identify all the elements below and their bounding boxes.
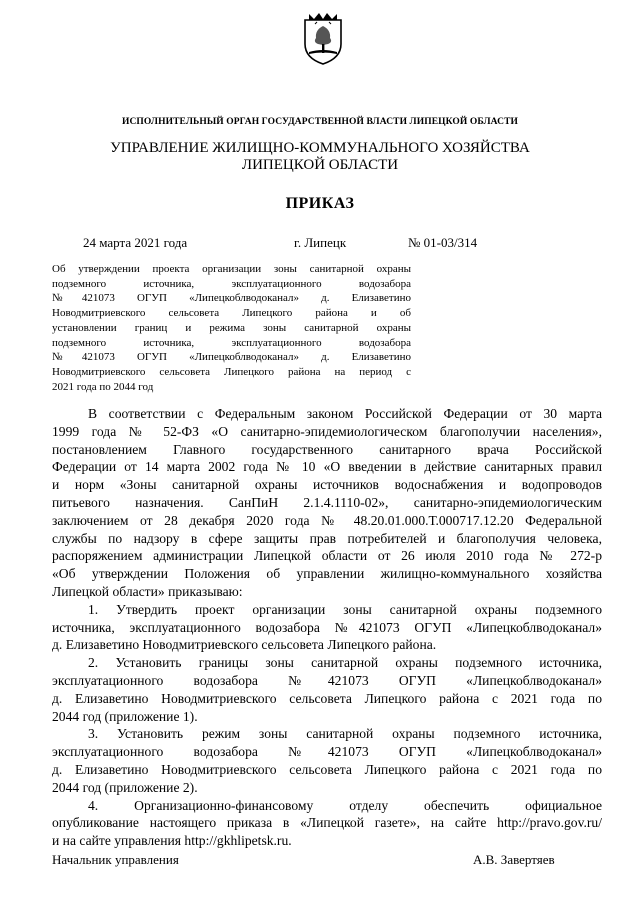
order-number: № 01-03/314 [408,235,478,250]
body-line: 2044 год (приложение 2). [52,779,198,795]
body-line: заключением от 28 декабря 2020 года № 48.20.01.000.Т.000717.12.20 Федеральной [52,512,602,528]
body-line: «Об утверждении Положения об управлении жилищно-коммунального хозяйства [52,566,602,582]
body-line: постановлением Главного государственного санитарного врача Российской [52,441,602,457]
order-body [52,405,602,850]
signatory-name: А.В. Завертяев [473,852,555,867]
body-line: д. Елизаветино Новодмитриевского сельсовета Липецкого района с 2021 года по [52,761,602,777]
subject-line: №421073 ОГУП «Липецкоблводоканал» д. Елизаветино [52,351,411,364]
department-name [0,140,640,174]
body-line: 2044 год (приложение 1). [52,708,198,724]
order-item-3 [52,725,602,796]
body-line: опубликование настоящего приказа в «Липецкой газете», на сайте http://pravo.gov.ru/ [52,815,602,831]
body-line: Липецкой области» приказываю: [52,583,243,599]
body-line: 2. Установить границы зоны санитарной охраны подземного источника, [88,655,602,671]
body-line: и норм «Зоны санитарной охраны источников водоснабжения и водопроводов [52,477,602,493]
subject-line: №421073 ОГУП «Липецкоблводоканал» д. Елизаветино [52,292,411,305]
body-line: распоряжением администрации Липецкой области от 26 июля 2010 года № 272-р [52,548,602,564]
body-line: источника, эксплуатационного водозабора №421073 ОГУП «Липецкоблводоканал» [52,619,602,635]
order-item-4 [52,797,602,850]
body-line: и на сайте управления http://gkhlipetsk.ru. [52,833,292,849]
preamble-paragraph [52,405,602,601]
body-line: эксплуатационного водозабора №421073 ОГУП «Липецкоблводоканал» [52,672,602,688]
order-city: г. Липецк [294,235,347,250]
coat-of-arms-icon [301,10,345,66]
order-item-2 [52,654,602,725]
body-line: Федерации от 14 марта 2002 года № 10 «О введении в действие санитарных правил [52,459,602,475]
body-line: службы по надзору в сфере защиты прав потребителей и благополучия человека, [52,530,602,546]
department-name-line: ЛИПЕЦКОЙ ОБЛАСТИ [241,157,399,173]
subject-line: подземного источника, эксплуатационного водозабора [52,277,411,290]
agency-name: ИСПОЛНИТЕЛЬНЫЙ ОРГАН ГОСУДАРСТВЕННОЙ ВЛАСТИ ЛИПЕЦКОЙ ОБЛАСТИ [121,117,519,127]
subject-line: 2021 года по 2044 год [52,380,154,393]
subject-line: установлении границ и режима зоны санитарной охраны [52,321,411,334]
body-line: питьевого назначения. СанПиН 2.1.4.1110-02», санитарно-эпидемиологическим [52,494,602,510]
order-subject [52,262,411,394]
subject-line: Новодмитриевского сельсовета Липецкого района и об [52,307,411,320]
subject-line: подземного источника, эксплуатационного водозабора [52,336,411,349]
body-line: д. Елизаветино Новодмитриевского сельсовета Липецкого района с 2021 года по [52,690,602,706]
signatory-title: Начальник управления [52,852,179,867]
body-line: В соответствии с Федеральным законом Российской Федерации от 30 марта [88,406,602,421]
body-line: 4. Организационно-финансовому отделу обеспечить официальное [88,797,602,813]
body-line: д. Елизаветино Новодмитриевского сельсовета Липецкого района. [52,637,437,653]
body-line: эксплуатационного водозабора №421073 ОГУП «Липецкоблводоканал» [52,744,602,760]
subject-line: Новодмитриевского сельсовета Липецкого района на период с [52,365,411,378]
document-type: ПРИКАЗ [285,195,355,212]
body-line: 3. Установить режим зоны санитарной охраны подземного источника, [88,726,602,742]
body-line: 1999 года № 52-ФЗ «О санитарно-эпидемиологическом благополучии населения», [52,423,602,439]
body-line: 1. Утвердить проект организации зоны санитарной охраны подземного [88,601,602,617]
subject-line: Об утверждении проекта организации зоны санитарной охраны [52,263,411,275]
department-name-line: УПРАВЛЕНИЕ ЖИЛИЩНО-КОММУНАЛЬНОГО ХОЗЯЙСТВА [110,140,530,156]
order-date: 24 марта 2021 года [83,235,188,250]
order-item-1 [52,601,602,654]
